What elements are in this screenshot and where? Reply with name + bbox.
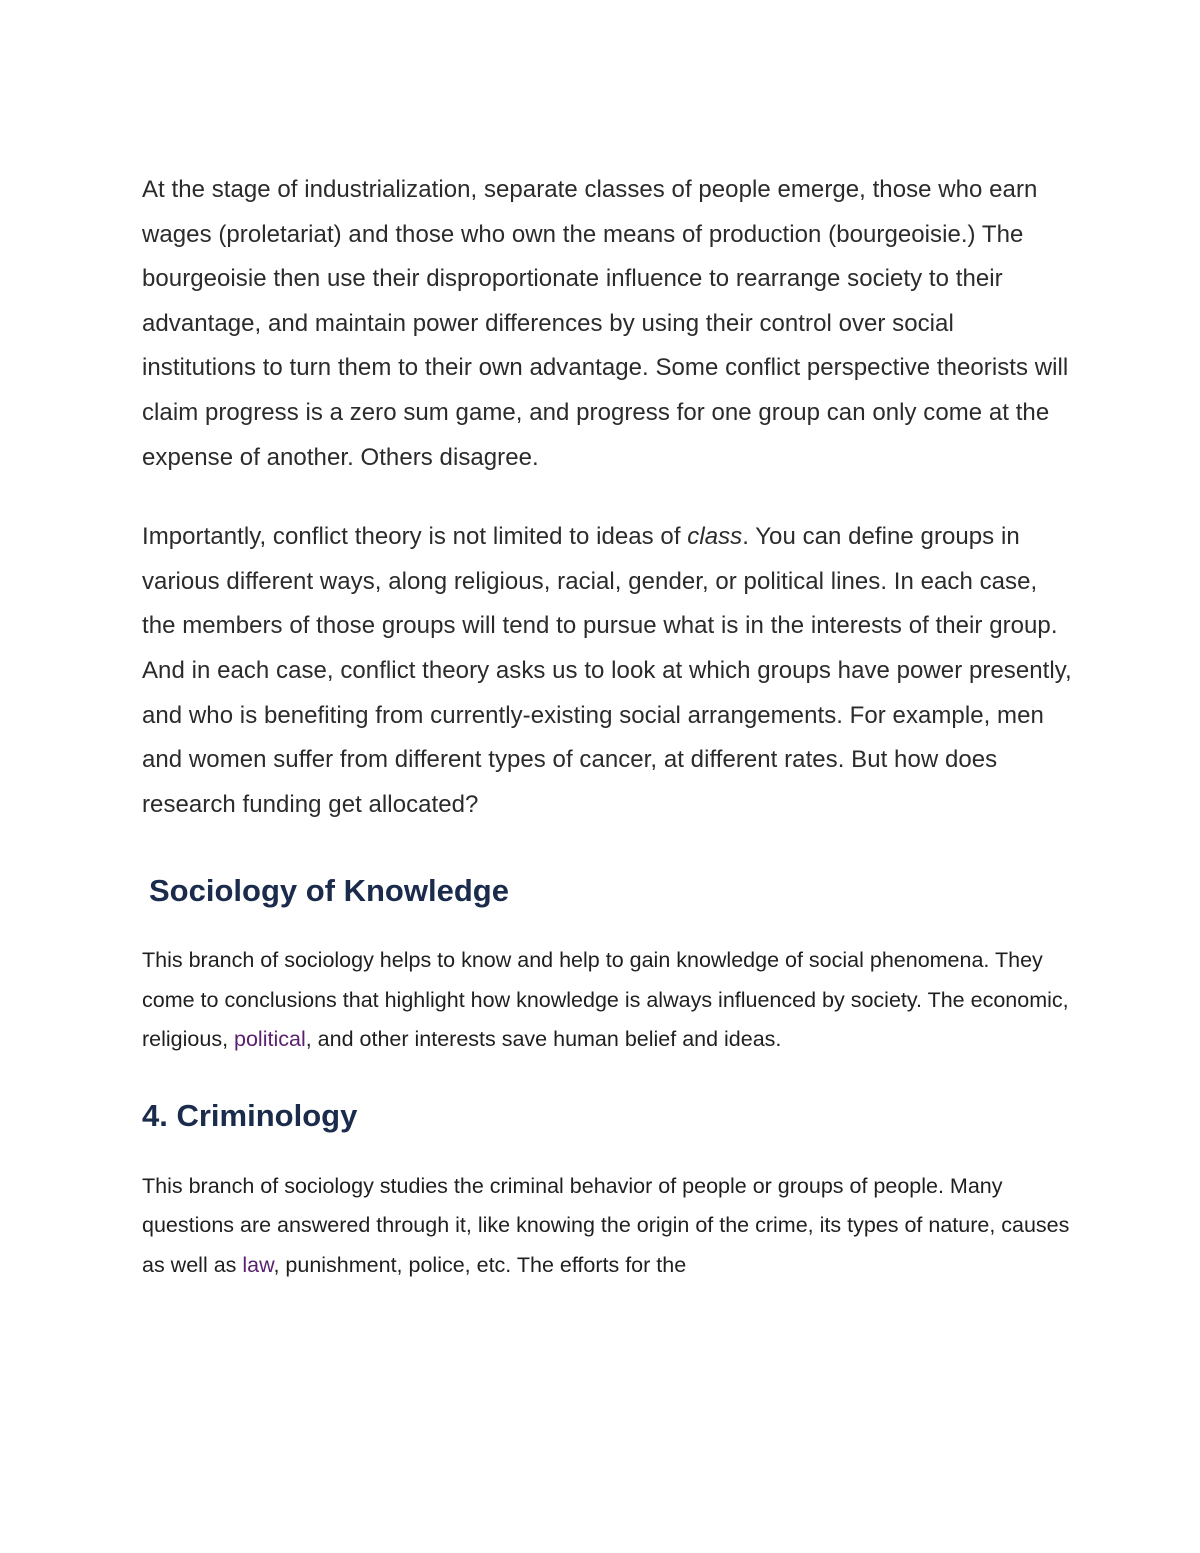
sok-text-1: This branch of sociology helps to know and help to gain knowledge of social phenomena. They come to conclusions that highlight how knowledge is always influenced by society. The economic, religious,	[142, 948, 1069, 1052]
paragraph-conflict-theory-text-2: . You can define groups in various different ways, along religious, racial, gender, or political lines. In each case, the members of those groups will tend to pursue what is in the interests of their group. And in each case, conflict theory asks us to look at which groups have power presently, and who is benefiting from currently-existing social arrangements. For example, men and women suffer from different types of cancer, at different rates. But how does research funding get allocated?	[142, 523, 1072, 818]
paragraph-industrialization: At the stage of industrialization, separate classes of people emerge, those who earn wages (proletariat) and those who own the means of production (bourgeoisie.) The bourgeoisie then use their disproportionate influence to rearrange society to their advantage, and maintain power differences by using their control over social institutions to turn them to their own advantage. Some conflict perspective theorists will claim progress is a zero sum game, and progress for one group can only come at the expense of another. Others disagree.	[142, 176, 1069, 471]
heading-criminology: 4. Criminology	[142, 1097, 358, 1133]
sok-text-2: , and other interests save human belief and ideas.	[305, 1027, 782, 1052]
emphasis-class: class	[687, 523, 743, 551]
criminology-text-2: , punishment, police, etc. The efforts for the	[273, 1252, 687, 1277]
paragraph-conflict-theory-text-1: Importantly, conflict theory is not limited to ideas of	[142, 523, 688, 551]
link-law[interactable]: law	[242, 1252, 274, 1277]
link-political[interactable]: political	[234, 1027, 306, 1052]
paragraph-criminology	[142, 1167, 1072, 1286]
document-page	[142, 168, 1072, 1285]
paragraph-conflict-theory	[142, 515, 1072, 827]
criminology-text-1: This branch of sociology studies the criminal behavior of people or groups of people. Many questions are answered through it, like knowing the origin of the crime, its types of nature, causes as well as	[142, 1173, 1070, 1277]
heading-sociology-of-knowledge: Sociology of Knowledge	[149, 873, 509, 909]
paragraph-sociology-of-knowledge	[142, 941, 1072, 1060]
